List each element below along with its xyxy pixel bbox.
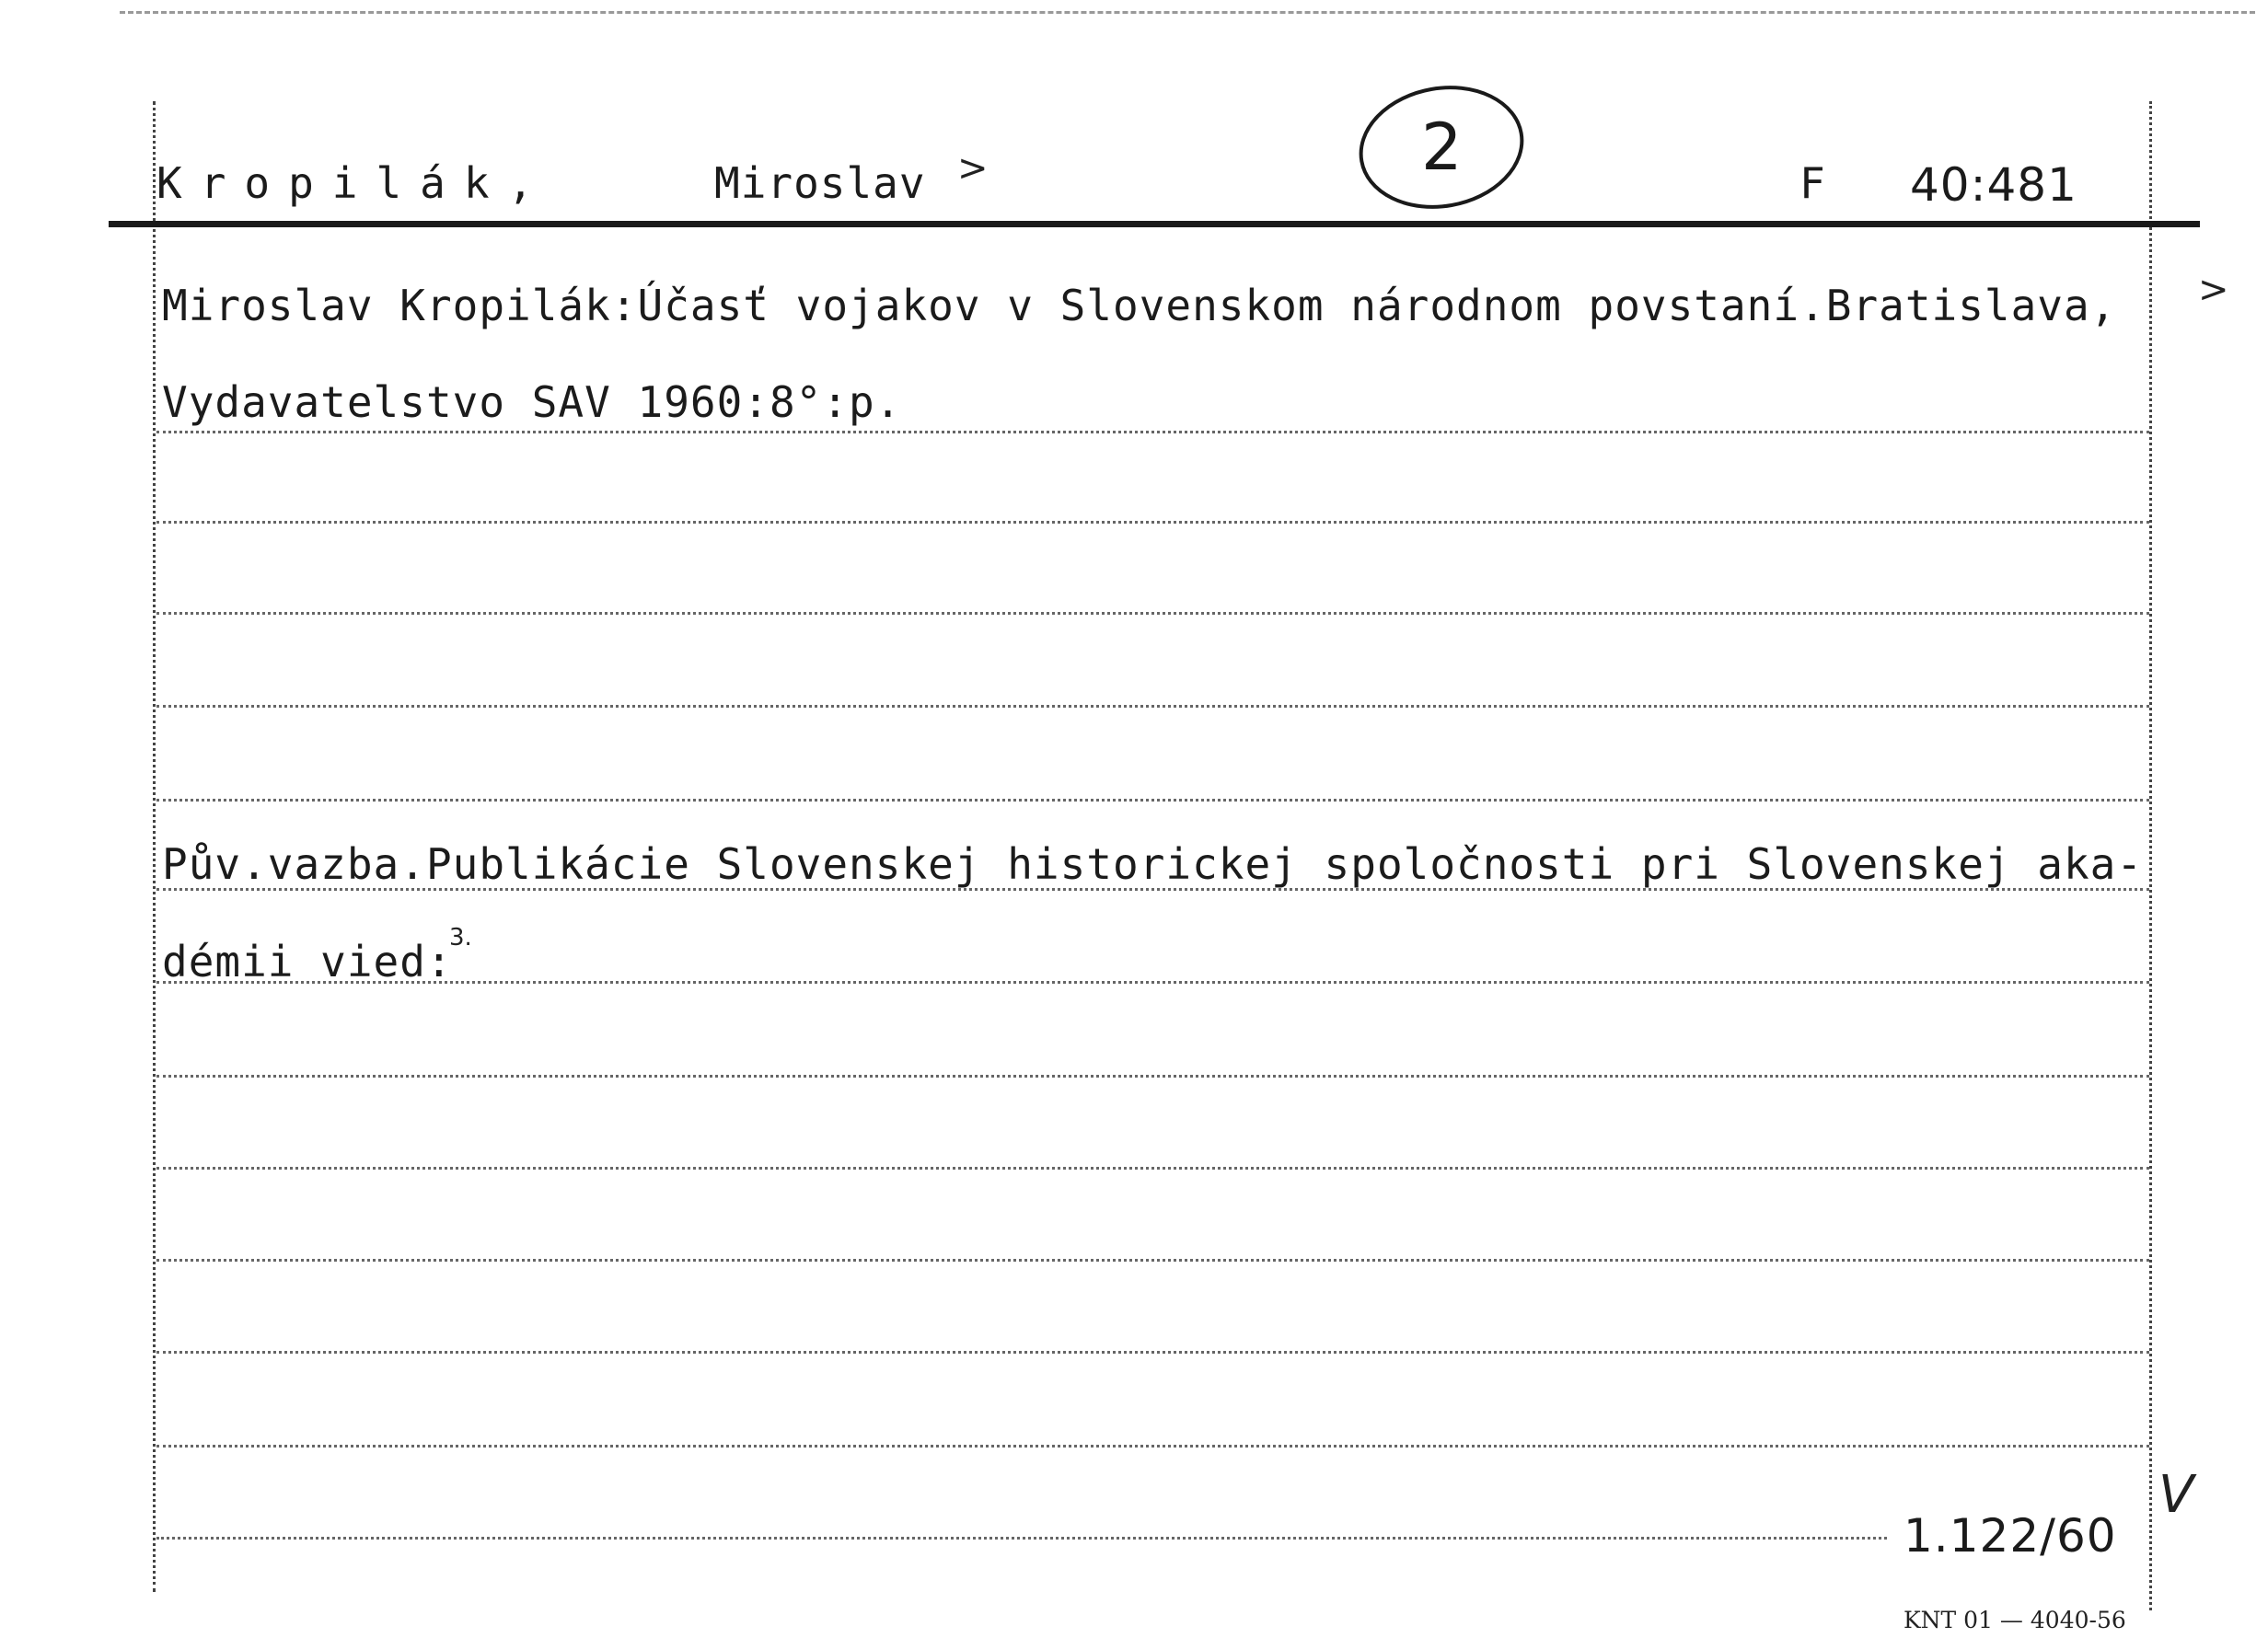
handwritten-note-mark: 3. bbox=[449, 924, 472, 952]
ruling-line bbox=[156, 521, 2149, 524]
ruling-line bbox=[156, 799, 2149, 802]
circle-number-text: 2 bbox=[1421, 110, 1463, 185]
ruling-line bbox=[156, 1351, 2149, 1354]
form-code: KNT 01 — 4040-56 bbox=[1904, 1607, 2126, 1633]
ruling-line bbox=[156, 1075, 2149, 1078]
note-line-1: Pův.vazba.Publikácie Slovenskej historickej spoločnosti pri Slovenskej aka- bbox=[162, 839, 2144, 889]
handwritten-caret-mark: > bbox=[957, 147, 989, 190]
entry-line-1: Miroslav Kropilák:Účasť vojakov v Slovenskom národnom povstaní.Bratislava, bbox=[162, 281, 2117, 330]
signature-prefix: F bbox=[1799, 158, 1826, 208]
handwritten-circled-number bbox=[1349, 77, 1533, 215]
handwritten-check-mark: V bbox=[2158, 1465, 2194, 1525]
card-top-edge bbox=[120, 11, 2255, 14]
heading-underline bbox=[109, 221, 2200, 227]
author-given-name: Miroslav bbox=[714, 158, 926, 208]
ruling-line bbox=[156, 431, 2149, 433]
call-number: 1.122/60 bbox=[1904, 1509, 2117, 1563]
right-margin-line bbox=[2149, 101, 2152, 1610]
ruling-line bbox=[156, 1167, 2149, 1170]
ruling-line bbox=[156, 1537, 1887, 1540]
ruling-line bbox=[156, 1445, 2149, 1448]
ruling-line bbox=[156, 1259, 2149, 1262]
handwritten-caret-mark-2: > bbox=[2198, 269, 2229, 311]
ruling-line bbox=[156, 612, 2149, 615]
note-line-2: démii vied: bbox=[162, 937, 453, 986]
left-margin-line bbox=[153, 101, 156, 1592]
author-surname: Kropilák, bbox=[156, 158, 552, 208]
signature-number: 40:481 bbox=[1910, 158, 2077, 212]
ruling-line bbox=[156, 981, 2149, 984]
ruling-line bbox=[156, 888, 2149, 891]
ruling-line bbox=[156, 705, 2149, 708]
entry-line-2: Vydavatelstvo SAV 1960:8°:p. bbox=[162, 377, 902, 427]
